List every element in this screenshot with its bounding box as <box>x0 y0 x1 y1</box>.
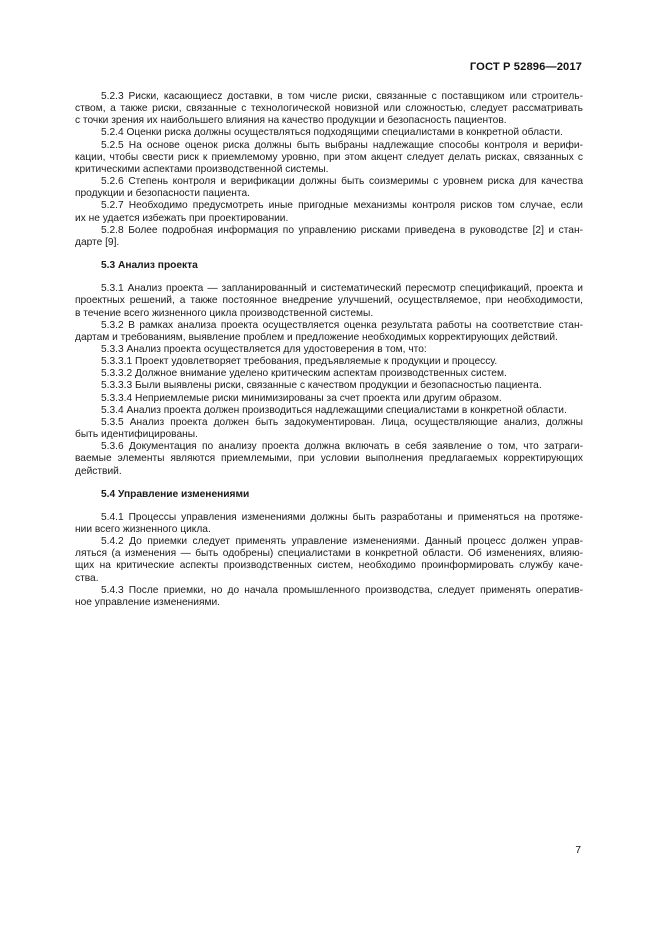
paragraph <box>75 512 583 536</box>
text-line: 5.3.3.3 Были выявлены риски, связанные с качеством продукции и безопасностью пациента. <box>101 380 542 392</box>
text-line: 5.4.1 Процессы управления изменениями должны быть разработаны и применяться на протяже- <box>101 511 583 523</box>
text-line: кации, чтобы свести риск к приемлемому уровню, при этом акцент следует делать рисках, связанных с <box>75 151 583 163</box>
text-line: 5.2.4 Оценки риска должны осуществляться подходящими специалистами в конкретной области. <box>101 127 563 139</box>
paragraph <box>75 417 583 441</box>
text-line: продукции и безопасности пациента. <box>75 188 250 200</box>
text-line: в течение всего жизненного цикла производственной системы. <box>75 307 374 319</box>
paragraph <box>75 405 583 417</box>
text-line: ваемые элементы являются приемлемыми, при условии выполнения предлагаемых корректирующих <box>75 453 583 465</box>
text-line: 5.3.4 Анализ проекта должен производиться надлежащими специалистами в конкретной области. <box>101 404 567 416</box>
paragraph <box>75 176 583 200</box>
text-line: ное управление изменениями. <box>75 596 221 608</box>
text-line: 5.3.3.1 Проект удовлетворяет требования, предъявляемые к продукции и процессу. <box>101 356 498 368</box>
paragraph <box>75 200 583 224</box>
text-line: действий. <box>75 465 122 477</box>
text-line: 5.4.3 После приемки, но до начала промышленного производства, следует применять оператив- <box>101 584 583 596</box>
text-line: 5.3.5 Анализ проекта должен быть задокументирован. Лица, осуществляющие анализ, должны <box>101 416 583 428</box>
paragraph <box>75 283 583 319</box>
paragraph <box>75 344 583 356</box>
text-line: 5.2.8 Более подробная информация по управлению рисками приведена в руководстве [2] и стан- <box>101 224 583 236</box>
text-line: их не удается избежать при проектировании. <box>75 212 289 224</box>
paragraph <box>75 368 583 380</box>
paragraph <box>75 585 583 609</box>
paragraph <box>75 320 583 344</box>
page-number: 7 <box>575 845 581 856</box>
text-line: дарте [9]. <box>75 236 120 248</box>
paragraph <box>75 393 583 405</box>
text-line: 5.3.3.2 Должное внимание уделено критическим аспектам производственных систем. <box>101 368 507 380</box>
section-heading: 5.3 Анализ проекта <box>101 260 198 272</box>
text-line: 5.2.6 Степень контроля и верификации должны быть соизмеримы с уровнем риска для качества <box>101 176 583 188</box>
text-line: ства. <box>75 572 99 584</box>
standard-header: ГОСТ Р 52896—2017 <box>469 61 582 73</box>
paragraph <box>75 140 583 176</box>
text-line: проектных решений, а также постоянное внедрение улучшений, осуществляемое, при необходимости, <box>75 295 583 307</box>
text-line: 5.2.5 На основе оценок риска должны быть выбраны надлежащие способы контроля и верифи- <box>101 139 583 151</box>
text-line: дартам и требованиям, выявление проблем и предложение необходимых корректирующих действий. <box>75 331 558 343</box>
text-line: критическими аспектами производственной системы. <box>75 163 329 175</box>
paragraph <box>75 91 583 127</box>
text-line: 5.2.7 Необходимо предусмотреть иные пригодные механизмы контроля рисков том случае, если <box>101 200 583 212</box>
text-line: нии всего жизненного цикла. <box>75 524 211 535</box>
text-line: щих на критические аспекты производственных систем, необходимо проинформировать службу каче- <box>75 560 583 572</box>
paragraph <box>75 536 583 585</box>
paragraph <box>75 127 583 139</box>
text-line: 5.3.1 Анализ проекта — запланированный и систематический пересмотр спецификаций, проекта и <box>101 283 583 295</box>
text-line: 5.2.3 Риски, касающиесz доставки, в том числе риски, связанные с поставщиком или строитель- <box>101 91 583 102</box>
text-line: 5.3.6 Документация по анализу проекта должна включать в себя заявление о том, что затраги- <box>101 441 583 453</box>
text-line: 5.3.2 В рамках анализа проекта осуществляется оценка результата работы на соответствие стан- <box>101 319 583 331</box>
paragraph <box>75 356 583 368</box>
text-line: быть идентифицированы. <box>75 429 198 441</box>
text-line: ством, а также риски, связанные с технологической новизной или сложностью, следует рассматривать <box>75 103 583 115</box>
paragraph <box>75 380 583 392</box>
paragraph <box>75 441 583 477</box>
paragraph <box>75 225 583 249</box>
text-line: 5.4.2 До приемки следует применять управление изменениями. Данный процесс должен управ- <box>101 536 583 548</box>
section-heading: 5.4 Управление изменениями <box>101 488 250 500</box>
text-line: с точки зрения их наибольшего влияния на качество продукции и безопасность пациентов. <box>75 115 507 127</box>
text-line: ляться (а изменения — быть одобрены) специалистами в конкретной области. Об изменениях, влияю- <box>75 548 583 560</box>
text-line: 5.3.3.4 Неприемлемые риски минимизированы за счет проекта или другим образом. <box>101 392 502 404</box>
document-body <box>75 91 583 609</box>
text-line: 5.3.3 Анализ проекта осуществляется для удостоверения в том, что: <box>101 343 427 355</box>
